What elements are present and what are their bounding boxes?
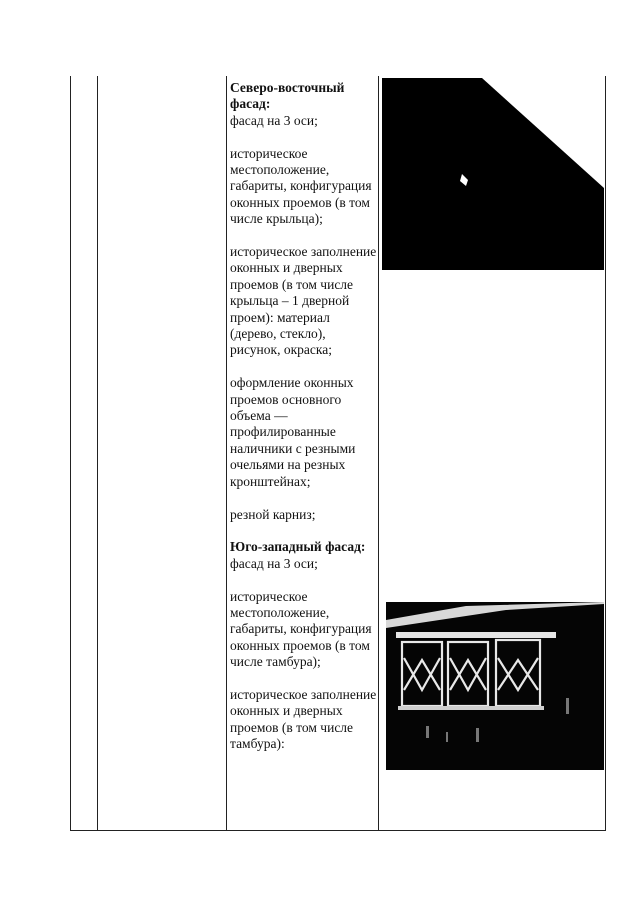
northeast-item-decoration: оформление оконных проемов основного объема — профилированные наличники с резными очельями на резных кронштейнах; [230,375,356,489]
table-border-left [70,76,71,831]
table-bottom-border [70,830,606,831]
facade-description-column [230,80,378,753]
table-border-right [605,76,606,831]
northeast-facade-photo [382,78,604,270]
southwest-facade-heading: Юго-западный фасад: [230,539,366,555]
table-divider-3 [378,76,379,831]
southwest-axes: фасад на 3 оси; [230,555,318,571]
table-divider-2 [226,76,227,831]
northeast-item-location: историческое местоположение, габариты, конфигурация оконных проемов (в том числе крыльца); [230,145,372,227]
northeast-item-cornice: резной карниз; [230,506,316,522]
southwest-item-location: историческое местоположение, габариты, конфигурация оконных проемов (в том числе тамбура); [230,588,372,670]
northeast-facade-heading: Северо-восточный фасад: [230,80,345,112]
southwest-facade-photo [386,602,604,770]
southwest-item-filling: историческое заполнение оконных и дверных проемов (в том числе тамбура): [230,686,377,752]
table-divider-1 [97,76,98,831]
northeast-item-filling: историческое заполнение оконных и дверных проемов (в том числе крыльца – 1 дверной проем): материал (дерево, стекло), рисунок, окраска; [230,244,377,358]
northeast-axes: фасад на 3 оси; [230,112,318,128]
